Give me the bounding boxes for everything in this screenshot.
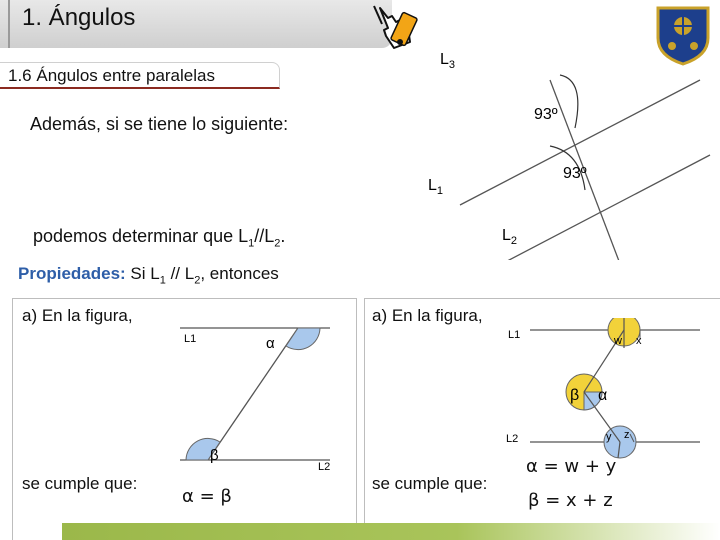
panel-right-x: x [636, 335, 642, 347]
label-l3 [440, 51, 455, 71]
footer-bar [62, 523, 720, 540]
label-l3-sub: 3 [448, 59, 456, 71]
panel-left-label-l2: L2 [318, 461, 331, 473]
properties-part-c: , entonces [200, 264, 279, 283]
conclusion-part-a: podemos determinar que L [33, 226, 249, 246]
angle-arc-top [560, 75, 578, 128]
panel-right-heading: a) En la figura, [372, 306, 483, 325]
properties-keyword: Propiedades: [18, 264, 126, 283]
label-l1-letter: L [428, 177, 437, 194]
label-l2-letter: L [502, 227, 511, 244]
panel-left-alpha: α [266, 335, 275, 352]
panel-left-label-l1: L1 [184, 333, 197, 345]
panel-right-formula-2: β = x + z [528, 490, 613, 511]
line-l2-top [490, 155, 710, 260]
properties-text [18, 264, 279, 286]
panel-left-heading: a) En la figura, [22, 306, 133, 325]
label-l2-sub: 2 [510, 235, 518, 247]
angle-label-bottom: 93º [563, 165, 587, 182]
panel-right-label-l2: L2 [506, 433, 519, 445]
panel-right-z: z [624, 429, 630, 441]
label-l1-sub: 1 [436, 185, 444, 197]
label-l2 [502, 227, 517, 247]
properties-part-a: Si L [125, 264, 160, 283]
parallel-lines-figure [400, 40, 720, 260]
panel-left-beta: β [210, 447, 219, 464]
panel-right-alpha: α [598, 387, 608, 404]
panel-right-y: y [606, 431, 612, 443]
header-divider [8, 0, 10, 48]
conclusion-part-c: . [280, 226, 286, 246]
properties-sub-1: 1 [159, 274, 166, 287]
angle-alpha-wedge [286, 328, 320, 350]
conclusion-sub-1: 1 [248, 237, 255, 250]
panel-right-w: w [614, 335, 622, 347]
section-subtitle: 1.6 Ángulos entre paralelas [8, 66, 215, 85]
zigzag-angles-figure [500, 318, 715, 468]
intro-lead-text: Además, si se tiene lo siguiente: [30, 114, 289, 134]
angle-label-top: 93º [534, 106, 558, 123]
properties-part-b: // L [165, 264, 195, 283]
panel-left-formula: α = β [182, 486, 232, 507]
panel-right-result-label: se cumple que: [372, 474, 488, 493]
conclusion-text [33, 226, 285, 250]
conclusion-sub-2: 2 [274, 237, 281, 250]
panel-right-label-l1: L1 [508, 329, 521, 341]
panel-right-beta: β [570, 387, 580, 404]
panel-left-transversal [208, 328, 298, 460]
panel-right-formula-1: α = w + y [526, 456, 617, 477]
properties-sub-2: 2 [194, 274, 201, 287]
label-l1 [428, 177, 443, 197]
page-title: 1. Ángulos [22, 4, 136, 31]
label-l3-letter: L [440, 51, 449, 68]
alternate-angles-figure [170, 318, 350, 478]
conclusion-part-b: //L [254, 226, 275, 246]
panel-left-result-label: se cumple que: [22, 474, 138, 493]
line-l1-top [460, 80, 700, 205]
